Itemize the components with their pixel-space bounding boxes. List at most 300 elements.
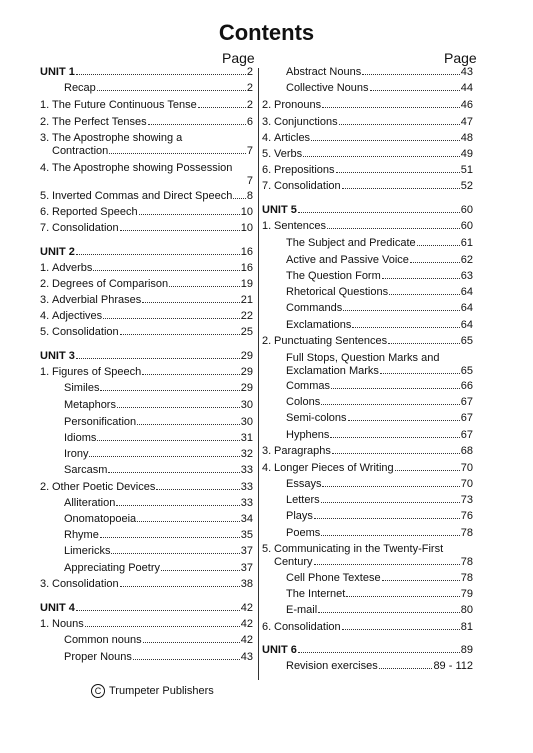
dot-leader	[332, 453, 460, 454]
dot-leader	[389, 294, 460, 295]
dot-leader	[161, 570, 240, 571]
toc-entry	[40, 278, 253, 291]
page-number: 43	[460, 66, 473, 78]
entry-number: 1.	[262, 220, 272, 232]
entry-title: Inverted Commas and Direct Speech	[52, 190, 233, 202]
toc-entry	[262, 270, 473, 283]
toc-entry	[262, 445, 473, 458]
dot-leader	[108, 472, 239, 473]
toc-entry	[40, 464, 253, 477]
entry-title: The Apostrophe showing Possession	[52, 162, 233, 174]
dot-leader	[120, 334, 240, 335]
entry-title: Commands	[286, 302, 343, 314]
dot-leader	[410, 262, 460, 263]
contents-title: Contents	[218, 20, 315, 45]
toc-entry	[40, 82, 253, 95]
entry-title: Prepositions	[274, 164, 335, 176]
toc-entry	[262, 588, 473, 601]
entry-number: 1.	[40, 99, 50, 111]
toc-entry	[40, 416, 253, 429]
toc-entry	[262, 148, 473, 161]
entry-title: The Internet	[286, 588, 346, 600]
page-number: 64	[460, 302, 473, 314]
dot-leader	[303, 156, 460, 157]
toc-entry	[262, 335, 473, 348]
entry-title: Conjunctions	[274, 116, 338, 128]
entry-number: 6.	[262, 164, 272, 176]
page-number: 44	[460, 82, 473, 94]
dot-leader	[362, 74, 460, 75]
page-number: 81	[460, 621, 473, 633]
dot-leader	[100, 537, 240, 538]
dot-leader	[352, 327, 459, 328]
page-number: 51	[460, 164, 473, 176]
unit-title: UNIT 4	[40, 602, 75, 614]
toc-entry	[262, 164, 473, 177]
unit-title: UNIT 3	[40, 350, 75, 362]
entry-title: Plays	[286, 510, 313, 522]
page-number: 38	[240, 578, 253, 590]
entry-title: Verbs	[274, 148, 303, 160]
page-number: 70	[460, 462, 473, 474]
dot-leader	[322, 486, 459, 487]
toc-entry	[40, 326, 253, 339]
dot-leader	[298, 212, 460, 213]
page-number: 62	[460, 254, 473, 266]
page-number: 37	[240, 562, 253, 574]
toc-entry	[40, 634, 253, 647]
dot-leader	[139, 214, 240, 215]
page-number: 42	[240, 634, 253, 646]
toc-entry	[40, 190, 253, 203]
entry-number: 4.	[40, 162, 50, 174]
entry-number: 3.	[262, 116, 272, 128]
dot-leader	[395, 470, 460, 471]
page-number: 63	[460, 270, 473, 282]
entry-number: 2.	[262, 335, 272, 347]
entry-title: Revision exercises	[286, 660, 378, 672]
toc-entry	[262, 478, 473, 491]
toc-entry	[262, 621, 473, 634]
toc-entry	[40, 399, 253, 412]
toc-entry	[40, 432, 253, 445]
toc-entry	[262, 462, 473, 475]
entry-title: Consolidation	[52, 326, 119, 338]
page-number: 60	[460, 204, 473, 216]
page-number: 22	[240, 310, 253, 322]
entry-number: 2.	[40, 481, 50, 493]
toc-unit-heading	[262, 644, 473, 657]
entry-title: Abstract Nouns	[286, 66, 362, 78]
page-number: 65	[460, 335, 473, 347]
dot-leader	[97, 90, 246, 91]
dot-leader	[76, 254, 240, 255]
page-number: 43	[240, 651, 253, 663]
entry-number: 4.	[262, 132, 272, 144]
entry-title: The Apostrophe showing a	[52, 132, 183, 144]
entry-title: Metaphors	[64, 399, 116, 411]
page-number: 29	[240, 350, 253, 362]
entry-title: Essays	[286, 478, 322, 490]
dot-leader	[109, 153, 246, 154]
entry-title: Exclamations	[286, 319, 352, 331]
entry-number: 1.	[40, 618, 50, 630]
toc-entry	[40, 513, 253, 526]
toc-entry	[262, 99, 473, 112]
entry-title: The Perfect Tenses	[52, 116, 147, 128]
toc-entry	[40, 481, 253, 494]
column-divider	[258, 68, 259, 680]
toc-entry	[262, 604, 473, 617]
toc-entry	[40, 162, 253, 187]
entry-number: 5.	[262, 148, 272, 160]
page-number: 37	[240, 545, 253, 557]
page-number: 25	[240, 326, 253, 338]
page-number: 7	[246, 144, 253, 157]
dot-leader	[120, 230, 240, 231]
entry-number: 5.	[40, 326, 50, 338]
entry-title-continued: Exclamation Marks	[286, 364, 379, 377]
dot-leader	[148, 124, 246, 125]
page-number: 61	[460, 237, 473, 249]
page-number: 80	[460, 604, 473, 616]
entry-title: Consolidation	[274, 621, 341, 633]
entry-number: 3.	[40, 294, 50, 306]
entry-title: Adverbs	[52, 262, 93, 274]
entry-title: Collective Nouns	[286, 82, 369, 94]
toc-entry	[40, 262, 253, 275]
publisher-footer	[91, 684, 214, 698]
page-number: 31	[240, 432, 253, 444]
toc-entry	[262, 429, 473, 442]
page-number: 67	[460, 396, 473, 408]
entry-title: Longer Pieces of Writing	[274, 462, 394, 474]
page-number: 52	[460, 180, 473, 192]
entry-title: Recap	[64, 82, 96, 94]
page-number: 89 - 112	[433, 660, 473, 672]
toc-entry	[40, 497, 253, 510]
toc-entry	[262, 319, 473, 332]
entry-title: Appreciating Poetry	[64, 562, 160, 574]
toc-unit-heading	[40, 350, 253, 363]
entry-title: Consolidation	[52, 222, 119, 234]
dot-leader	[388, 343, 460, 344]
entry-number: 5.	[40, 190, 50, 202]
entry-title: Letters	[286, 494, 320, 506]
page-number: 78	[460, 572, 473, 584]
page-number: 10	[240, 206, 253, 218]
page-number: 42	[240, 618, 253, 630]
entry-title-continued: Century	[274, 555, 313, 568]
page-number: 47	[460, 116, 473, 128]
toc-entry	[40, 310, 253, 323]
toc-entry	[40, 578, 253, 591]
entry-title: Proper Nouns	[64, 651, 132, 663]
dot-leader	[97, 440, 239, 441]
dot-leader	[116, 505, 239, 506]
entry-number: 3.	[40, 578, 50, 590]
entry-number: 7.	[262, 180, 272, 192]
dot-leader	[346, 596, 459, 597]
dot-leader	[382, 580, 460, 581]
toc-entry	[40, 206, 253, 219]
page-number: 70	[460, 478, 473, 490]
page-number: 8	[246, 190, 253, 202]
entry-title: Onomatopoeia	[64, 513, 137, 525]
dot-leader	[103, 318, 240, 319]
toc-entry	[262, 412, 473, 425]
entry-title: Consolidation	[274, 180, 341, 192]
entry-number: 4.	[40, 310, 50, 322]
entry-title: Reported Speech	[52, 206, 138, 218]
dot-leader	[342, 629, 460, 630]
dot-leader	[382, 278, 460, 279]
toc-entry	[262, 237, 473, 250]
toc-entry	[262, 527, 473, 540]
toc-entry	[262, 543, 473, 568]
dot-leader	[142, 374, 239, 375]
page-number: 33	[240, 497, 253, 509]
dot-leader	[348, 420, 460, 421]
toc-entry	[262, 302, 473, 315]
page-number: 42	[240, 602, 253, 614]
dot-leader	[137, 424, 240, 425]
dot-leader	[100, 390, 239, 391]
entry-title: Rhyme	[64, 529, 99, 541]
toc-entry	[40, 222, 253, 235]
page-number: 89	[460, 644, 473, 656]
toc-entry	[262, 286, 473, 299]
unit-title: UNIT 6	[262, 644, 297, 656]
toc-entry	[40, 116, 253, 129]
toc-entry	[262, 572, 473, 585]
entry-title: Alliteration	[64, 497, 116, 509]
dot-leader	[336, 172, 460, 173]
entry-title: Adverbial Phrases	[52, 294, 142, 306]
toc-entry	[40, 562, 253, 575]
page-number: 2	[246, 99, 253, 111]
entry-title: Other Poetic Devices	[52, 481, 156, 493]
toc-entry	[40, 132, 253, 157]
page-number: 78	[460, 527, 473, 539]
toc-entry	[262, 66, 473, 79]
page-number: 30	[240, 416, 253, 428]
entry-title-continued: Contraction	[52, 144, 109, 157]
dot-leader	[143, 642, 240, 643]
dot-leader	[93, 270, 239, 271]
dot-leader	[417, 245, 460, 246]
publisher-name: Trumpeter Publishers	[109, 685, 214, 697]
page-number: 67	[460, 429, 473, 441]
page-number: 30	[240, 399, 253, 411]
page-number: 2	[246, 82, 253, 94]
dot-leader	[298, 652, 460, 653]
toc-entry	[40, 545, 253, 558]
entry-number: 2.	[40, 116, 50, 128]
unit-title: UNIT 5	[262, 204, 297, 216]
copyright-icon: C	[91, 684, 105, 698]
dot-leader	[111, 553, 239, 554]
page-number: 60	[460, 220, 473, 232]
entry-title: Common nouns	[64, 634, 142, 646]
toc-entry	[262, 116, 473, 129]
toc-entry	[40, 529, 253, 542]
dot-leader	[85, 626, 240, 627]
entry-title: Cell Phone Textese	[286, 572, 381, 584]
page-number: 49	[460, 148, 473, 160]
page-number: 34	[240, 513, 253, 525]
entry-title: Full Stops, Question Marks and	[286, 352, 440, 364]
entry-title: Degrees of Comparison	[52, 278, 169, 290]
toc-entry	[40, 651, 253, 664]
entry-title: Articles	[274, 132, 311, 144]
toc-entry	[262, 82, 473, 95]
page-number: 6	[246, 116, 253, 128]
dot-leader	[198, 107, 246, 108]
entry-number: 5.	[262, 543, 272, 555]
entry-number: 6.	[262, 621, 272, 633]
page-number: 68	[460, 445, 473, 457]
dot-leader	[117, 407, 240, 408]
dot-leader	[370, 90, 460, 91]
dot-leader	[89, 456, 239, 457]
entry-title: Adjectives	[52, 310, 103, 322]
page-number: 73	[460, 494, 473, 506]
toc-unit-heading	[40, 602, 253, 615]
page-number: 32	[240, 448, 253, 460]
page-column-header-left: Page	[222, 50, 255, 66]
toc-entry	[40, 618, 253, 631]
entry-number: 7.	[40, 222, 50, 234]
dot-leader	[379, 668, 433, 669]
entry-title: Semi-colons	[286, 412, 347, 424]
page-number: 29	[240, 382, 253, 394]
dot-leader	[314, 564, 460, 565]
entry-number: 4.	[262, 462, 272, 474]
entry-title: Poems	[286, 527, 321, 539]
entry-title: Hyphens	[286, 429, 330, 441]
toc-entry	[40, 448, 253, 461]
entry-title: E-mail	[286, 604, 318, 616]
dot-leader	[342, 188, 460, 189]
entry-title: Consolidation	[52, 578, 119, 590]
dot-leader	[169, 286, 240, 287]
entry-number: 1.	[40, 366, 50, 378]
page-number: 16	[240, 262, 253, 274]
page-number: 76	[460, 510, 473, 522]
entry-title: The Subject and Predicate	[286, 237, 416, 249]
dot-leader	[76, 610, 240, 611]
entry-number: 2.	[40, 278, 50, 290]
page-column-header-right: Page	[444, 50, 477, 66]
toc-entry	[262, 352, 473, 377]
entry-title: Communicating in the Twenty-First	[274, 543, 444, 555]
page-number: 7	[246, 174, 253, 187]
dot-leader	[380, 373, 460, 374]
toc-entry	[262, 180, 473, 193]
page-number: 16	[240, 246, 253, 258]
page-number: 19	[240, 278, 253, 290]
entry-title: Similes	[64, 382, 100, 394]
page-number: 66	[460, 380, 473, 392]
entry-title: Punctuating Sentences	[274, 335, 388, 347]
dot-leader	[331, 388, 460, 389]
page-number: 29	[240, 366, 253, 378]
dot-leader	[321, 404, 460, 405]
dot-leader	[339, 124, 460, 125]
toc-entry	[262, 132, 473, 145]
page-number: 10	[240, 222, 253, 234]
toc-entry	[262, 396, 473, 409]
page-number: 78	[460, 555, 473, 568]
entry-title: Idioms	[64, 432, 97, 444]
entry-title: Nouns	[52, 618, 84, 630]
page-number: 2	[246, 66, 253, 78]
dot-leader	[156, 489, 239, 490]
dot-leader	[322, 107, 460, 108]
toc-entry	[262, 660, 473, 673]
page-number: 67	[460, 412, 473, 424]
toc-entry	[40, 366, 253, 379]
toc-unit-heading	[40, 246, 253, 259]
toc-entry	[262, 494, 473, 507]
entry-number: 3.	[40, 132, 50, 144]
entry-number: 3.	[262, 445, 272, 457]
dot-leader	[318, 612, 460, 613]
toc-entry	[40, 294, 253, 307]
dot-leader	[330, 437, 459, 438]
toc-unit-heading	[40, 66, 253, 79]
entry-title: Figures of Speech	[52, 366, 142, 378]
page-number: 21	[240, 294, 253, 306]
entry-title: Colons	[286, 396, 321, 408]
page-number: 64	[460, 319, 473, 331]
dot-leader	[311, 140, 460, 141]
dot-leader	[137, 521, 240, 522]
entry-title: Limericks	[64, 545, 111, 557]
page-number: 35	[240, 529, 253, 541]
entry-title: Personification	[64, 416, 137, 428]
page-number: 33	[240, 481, 253, 493]
entry-title: Rhetorical Questions	[286, 286, 389, 298]
entry-title: Sarcasm	[64, 464, 108, 476]
entry-number: 2.	[262, 99, 272, 111]
page-number: 65	[460, 364, 473, 377]
dot-leader	[321, 502, 460, 503]
dot-leader	[314, 518, 460, 519]
toc-entry	[40, 99, 253, 112]
entry-title: Pronouns	[274, 99, 322, 111]
unit-title: UNIT 2	[40, 246, 75, 258]
entry-title: Paragraphs	[274, 445, 331, 457]
toc-entry	[40, 382, 253, 395]
dot-leader	[142, 302, 239, 303]
page-number: 64	[460, 286, 473, 298]
toc-unit-heading	[262, 204, 473, 217]
entry-title: The Future Continuous Tense	[52, 99, 197, 111]
entry-title: The Question Form	[286, 270, 381, 282]
toc-entry	[262, 254, 473, 267]
entry-title: Irony	[64, 448, 89, 460]
toc-entry	[262, 510, 473, 523]
dot-leader	[76, 74, 246, 75]
dot-leader	[327, 228, 460, 229]
page-number: 46	[460, 99, 473, 111]
toc-entry	[262, 380, 473, 393]
dot-leader	[76, 358, 240, 359]
dot-leader	[133, 659, 240, 660]
dot-leader	[343, 310, 460, 311]
